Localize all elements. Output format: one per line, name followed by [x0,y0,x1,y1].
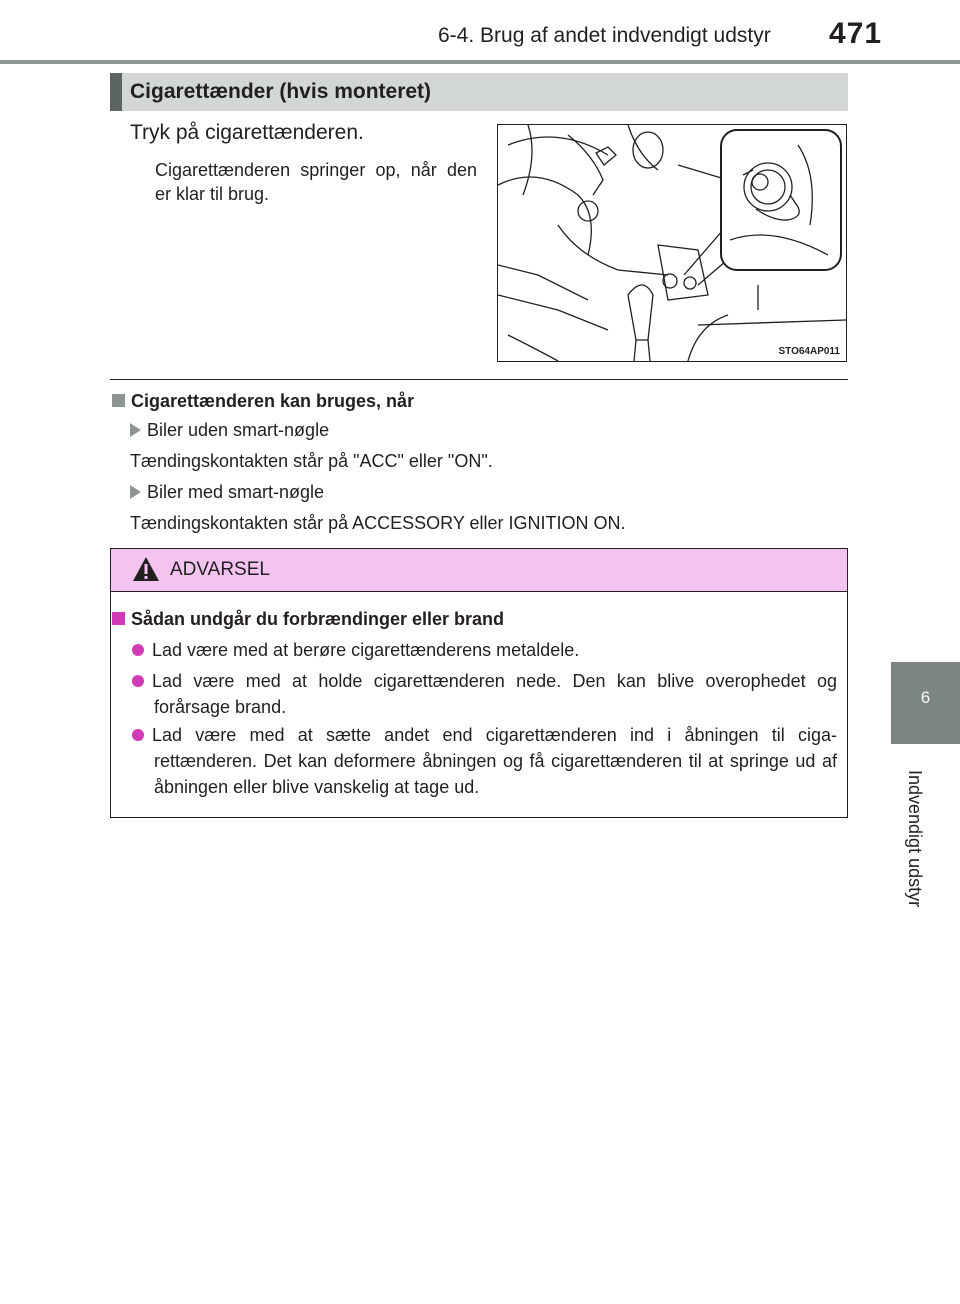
step-instruction: Tryk på cigarettænderen. [130,121,364,144]
square-bullet-icon [112,394,125,407]
dashboard-drawing [498,125,846,361]
round-bullet-icon [132,644,144,656]
figure-code: STO64AP011 [778,346,840,357]
warning-item [132,668,837,720]
case1-text: Tændingskontakten står på "ACC" eller "ON". [130,451,493,471]
chapter-title: Indvendigt udstyr [905,770,925,908]
round-bullet-icon [132,729,144,741]
case2-label-text: Biler med smart-nøgle [147,482,325,502]
case1-label [130,420,329,441]
round-bullet-icon [132,675,144,687]
case1-label-text: Biler uden smart-nøgle [147,420,330,440]
usage-heading-text: Cigarettænderen kan bruges, når [131,391,415,411]
page-number: 471 [829,17,883,50]
warning-subheading [112,609,504,630]
section-title: Cigarettænder (hvis monteret) [130,80,432,103]
case2-label [130,482,324,503]
section-divider [110,379,848,380]
triangle-bullet-icon [130,485,141,499]
step-note: Cigarettænderen springer op, når den er klar til brug. [155,160,477,204]
cigarette-lighter-illustration [497,124,847,362]
warning-subheading-text: Sådan undgår du forbrændinger eller brand [131,609,505,629]
warning-item-text: Lad være med at sætte andet end cigarettænderen ind i åbningen til ciga- rettænderen. Det kan deformere åbningen og få cigarettænderen til at springe ud af åbningen eller blive vanskelig at tage ud. [152,725,837,797]
warning-item [132,722,837,800]
case2-text: Tændingskontakten står på ACCESSORY eller IGNITION ON. [130,513,626,533]
warning-title: ADVARSEL [170,559,270,580]
section-heading-bar [110,73,122,111]
square-bullet-icon [112,612,125,625]
chapter-number: 6 [920,688,931,707]
warning-item [132,637,837,663]
running-header: 6-4. Brug af andet indvendigt udstyr [438,24,771,47]
warning-item-text: Lad være med at holde cigarettænderen nede. Den kan blive overophedet og forårsage brand. [152,671,837,717]
header-rule [0,60,960,64]
triangle-bullet-icon [130,423,141,437]
warning-triangle-icon [132,556,160,582]
warning-item-text: Lad være med at berøre cigarettænderens metaldele. [152,640,580,660]
usage-heading [112,391,414,412]
